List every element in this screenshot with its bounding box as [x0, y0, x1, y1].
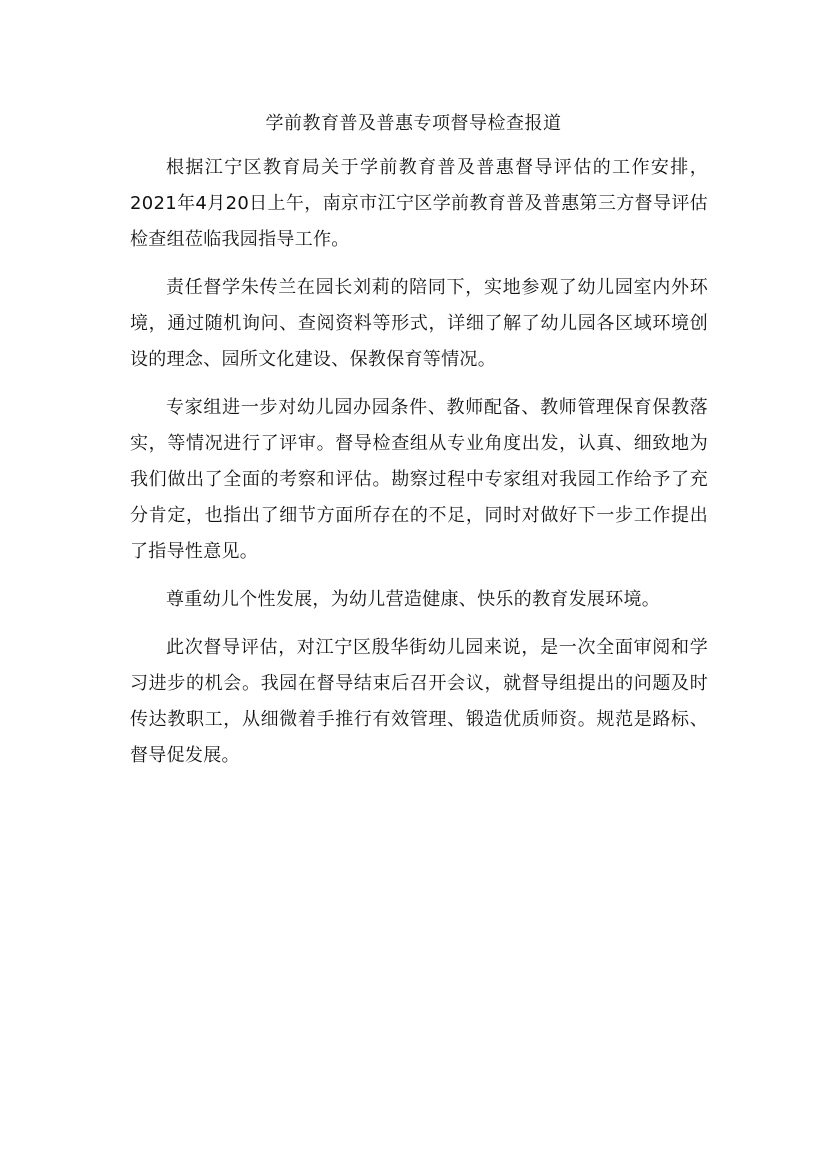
paragraph-child-development: 尊重幼儿个性发展，为幼儿营造健康、快乐的教育发展环境。	[166, 589, 661, 610]
document-body	[130, 150, 708, 786]
paragraph-site-visit: 责任督学朱传兰在园长刘莉的陪同下，实地参观了幼儿园室内外环境，通过随机询问、查阅资料等形式，详细了解了幼儿园各区域环境创设的理念、园所文化建设、保教保育等情况。	[130, 277, 708, 370]
paragraph-expert-review: 专家组进一步对幼儿园办园条件、教师配备、教师管理保育保教落实，等情况进行了评审。督导检查组从专业角度出发，认真、细致地为我们做出了全面的考察和评估。勘察过程中专家组对我园工作给予了充分肯定，也指出了细节方面所存在的不足，同时对做好下一步工作提出了指导性意见。	[130, 397, 708, 562]
paragraph-summary: 此次督导评估，对江宁区殷华街幼儿园来说，是一次全面审阅和学习进步的机会。我园在督导结束后召开会议，就督导组提出的问题及时传达教职工，从细微着手推行有效管理、锻造优质师资。规范是路标、督导促发展。	[130, 637, 708, 766]
document-title: 学前教育普及普惠专项督导检查报道	[265, 113, 562, 134]
paragraph-work-arrangement: 根据江宁区教育局关于学前教育普及普惠督导评估的工作安排，2021年4月20日上午，南京市江宁区学前教育普及普惠第三方督导评估检查组莅临我园指导工作。	[130, 157, 708, 250]
